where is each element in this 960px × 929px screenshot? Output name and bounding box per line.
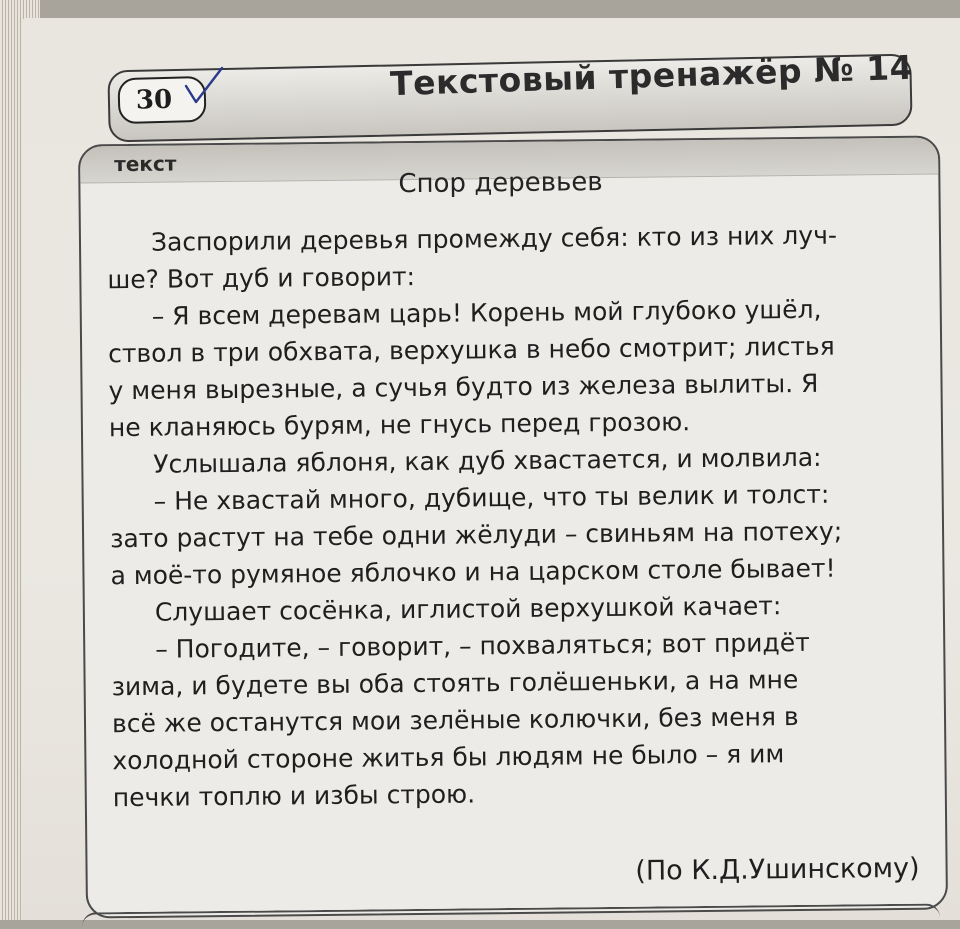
story-line: а моё-то румяное яблочко и на царском столе бывает! [110, 553, 836, 591]
story-line: Слушает сосёнка, иглистой верхушкой качает: [154, 591, 782, 627]
story-line: Услышала яблоня, как дуб хвастается, и молвила: [153, 442, 822, 479]
story-line: печки топлю и избы строю. [112, 779, 476, 813]
text-box [78, 136, 948, 919]
story-line: зато растут на тебе одни жёлуди – свиньям на потеху; [109, 516, 843, 554]
story-line: всё же останутся мои зелёные колючки, без меня в [111, 702, 799, 739]
story-line: – Не хвастай много, дубище, что ты велик и толст: [153, 479, 830, 516]
story-line: – Погодите, – говорит, – похваляться; вот придёт [155, 627, 810, 664]
story-title: Спор деревьев [398, 167, 603, 200]
story-line: – Я всем деревам царь! Корень мой глубоко ушёл, [151, 294, 822, 331]
story-line: у меня вырезные, а сучья будто из железа вылиты. Я [108, 368, 819, 406]
exercise-number: 30 [135, 84, 173, 116]
story-line: не кланяюсь бурям, не гнусь перед грозою. [108, 407, 691, 443]
page-title: Текстовый тренажёр № 14 [389, 47, 914, 104]
section-label: текст [114, 151, 177, 177]
story-line: ствол в три обхвата, верхушка в небо смотрит; листья [108, 331, 835, 369]
story-line: холодной стороне житья бы людям не было – я им [112, 739, 785, 776]
story-body [107, 216, 933, 817]
story-source: (По К.Д.Ушинскому) [635, 852, 920, 887]
story-line: зима, и будете вы оба стоять голёшеньки, а на мне [111, 665, 799, 702]
story-line: Заспорили деревья промежду себя: кто из них луч- [150, 220, 838, 257]
story-line: ше? Вот дуб и говорит: [107, 262, 416, 295]
handwritten-check-icon [182, 64, 226, 108]
